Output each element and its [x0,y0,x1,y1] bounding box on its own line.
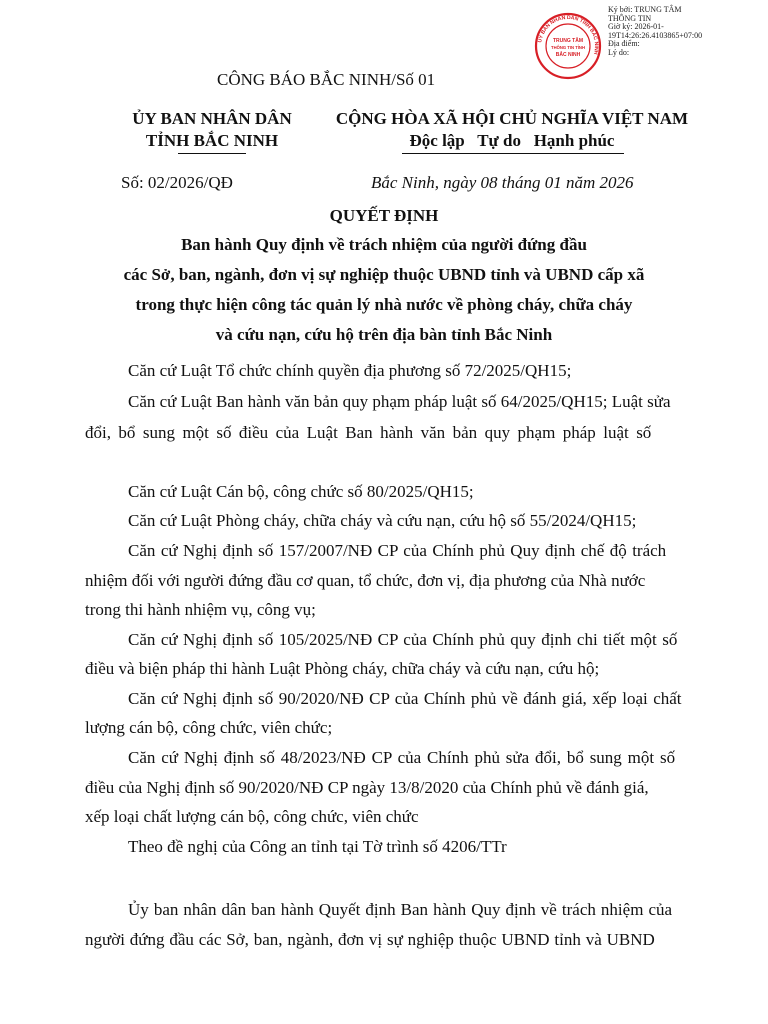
seal-text-top: TRUNG TÂM [553,38,583,44]
basis-paragraph-5-line-2: nhiệm đối với người đứng đầu cơ quan, tổ chức, đơn vị, địa phương của Nhà nước [85,571,646,590]
subtitle-line-1: Ban hành Quy định về trách nhiệm của người đứng đầu [181,235,587,254]
decision-paragraph-line-1: Ủy ban nhân dân ban hành Quyết định Ban hành Quy định về trách nhiệm của [128,900,673,919]
national-title: CỘNG HÒA XÃ HỘI CHỦ NGHĨA VIỆT NAM [335,109,689,128]
document-number: Số: 02/2026/QĐ [121,173,233,192]
signer-line: Ký bởi: TRUNG TÂM [608,5,682,14]
proposal-paragraph: Theo đề nghị của Công an tỉnh tại Tờ trình số 4206/TTr [128,837,507,856]
basis-paragraph-6-line-2: điều và biện pháp thi hành Luật Phòng cháy, chữa cháy và cứu nạn, cứu hộ; [85,659,600,678]
subtitle-line-3: trong thực hiện công tác quản lý nhà nước về phòng cháy, chữa cháy [135,295,633,314]
sign-reason-line: Lý do: [608,47,630,57]
gazette-title: CÔNG BÁO BẮC NINH/Số 01 [217,70,436,89]
basis-paragraph-5-line-3: trong thi hành nhiệm vụ, công vụ; [85,600,316,619]
red-seal-stamp [534,12,602,80]
document-title: QUYẾT ĐỊNH [329,206,439,225]
seal-text-bot: BẮC NINH [555,52,581,58]
motto-underline [402,153,624,154]
basis-paragraph-3: Căn cứ Luật Cán bộ, công chức số 80/2025/QH15; [128,482,474,501]
basis-paragraph-2-line-2: đổi, bổ sung một số điều của Luật Ban hành văn bản quy phạm pháp luật số [85,423,652,442]
digital-signature-info [608,6,764,58]
basis-paragraph-2-line-1: Căn cứ Luật Ban hành văn bản quy phạm pháp luật số 64/2025/QH15; Luật sửa [128,392,671,411]
basis-paragraph-7-line-1: Căn cứ Nghị định số 90/2020/NĐ CP của Chính phủ về đánh giá, xếp loại chất [128,689,682,708]
basis-paragraph-8-line-3: xếp loại chất lượng cán bộ, công chức, viên chức [85,807,419,826]
basis-paragraph-8-line-1: Căn cứ Nghị định số 48/2023/NĐ CP của Chính phủ sửa đổi, bổ sung một số [128,748,676,767]
subtitle-line-4: và cứu nạn, cứu hộ trên địa bàn tỉnh Bắc Ninh [215,325,553,344]
basis-paragraph-1: Căn cứ Luật Tổ chức chính quyền địa phương số 72/2025/QH15; [128,361,572,380]
basis-paragraph-8-line-2: điều của Nghị định số 90/2020/NĐ CP ngày 13/8/2020 của Chính phủ về đánh giá, [85,778,649,797]
document-date: Bắc Ninh, ngày 08 tháng 01 năm 2026 [371,173,634,192]
sign-place-line: Địa điểm: [608,39,640,49]
sign-date-line-2: 19T14:26:26.4103865+07:00 [608,30,703,40]
basis-paragraph-6-line-1: Căn cứ Nghị định số 105/2025/NĐ CP của Chính phủ quy định chi tiết một số [128,630,678,649]
seal-ring-text: ỦY BAN NHÂN DÂN TỈNH BẮC NINH [537,14,600,56]
basis-paragraph-4: Căn cứ Luật Phòng cháy, chữa cháy và cứu nạn, cứu hộ số 55/2024/QH15; [128,511,637,530]
signer-line-2: THÔNG TIN [608,13,652,23]
national-motto: Độc lập Tự do Hạnh phúc [409,131,615,150]
basis-paragraph-5-line-1: Căn cứ Nghị định số 157/2007/NĐ CP của Chính phủ Quy định chế độ trách [128,541,667,560]
decision-paragraph-line-2: người đứng đầu các Sở, ban, ngành, đơn vị sự nghiệp thuộc UBND tỉnh và UBND [85,930,655,949]
seal-text-mid: THÔNG TIN TỈNH [551,45,585,50]
subtitle-line-2: các Sở, ban, ngành, đơn vị sự nghiệp thuộc UBND tỉnh và UBND cấp xã [123,265,645,284]
agency-name-line2: TỈNH BẮC NINH [145,131,279,150]
agency-name-line1: ỦY BAN NHÂN DÂN [132,109,292,128]
basis-paragraph-7-line-2: lượng cán bộ, công chức, viên chức; [85,718,333,737]
sign-date-line: Giờ ký: 2026-01- [608,22,664,32]
agency-underline [178,153,246,154]
